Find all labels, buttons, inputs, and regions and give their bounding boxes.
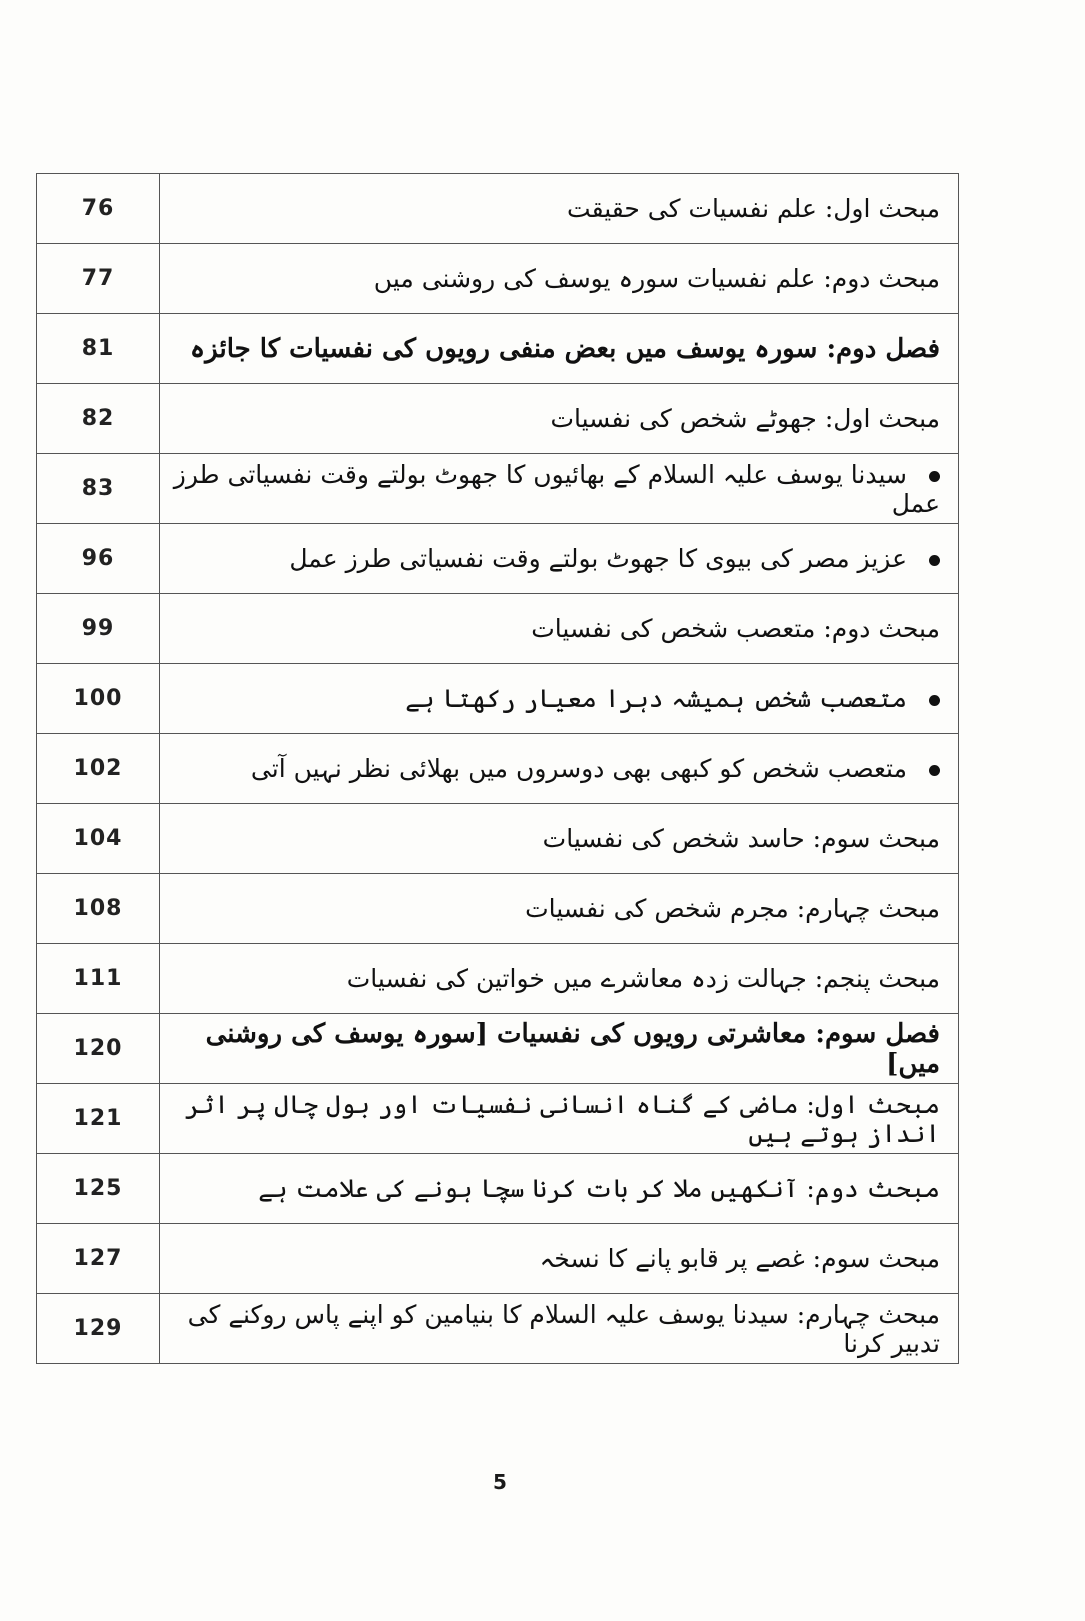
toc-entry-cell (160, 454, 959, 524)
toc-row (37, 1294, 959, 1364)
toc-row (37, 384, 959, 454)
toc-entry-cell (160, 1294, 959, 1364)
toc-page-number: 100 (37, 664, 160, 734)
toc-page-number: 120 (37, 1014, 160, 1084)
toc-entry-cell (160, 1084, 959, 1154)
toc-page-number: 104 (37, 804, 160, 874)
toc-page-number: 102 (37, 734, 160, 804)
bullet-icon (929, 555, 940, 566)
toc-entry-title: متعصب شخص ہمیشہ دہرا معیار رکھتا ہے (405, 684, 907, 713)
toc-row (37, 734, 959, 804)
toc-page-number: 125 (37, 1154, 160, 1224)
toc-page-number: 111 (37, 944, 160, 1014)
toc-row (37, 944, 959, 1014)
toc-entry-title: مبحث دوم: آنکھیں ملا کر بات کرنا سچا ہونے کی علامت ہے (258, 1174, 940, 1203)
toc-entry-cell (160, 664, 959, 734)
toc-page-number: 99 (37, 594, 160, 664)
toc-row (37, 244, 959, 314)
toc-entry-title: فصل دوم: سورہ یوسف میں بعض منفی رویوں کی نفسیات کا جائزہ (189, 333, 940, 364)
toc-entry-cell (160, 594, 959, 664)
toc-row (37, 1014, 959, 1084)
toc-page-number: 127 (37, 1224, 160, 1294)
toc-entry-cell (160, 874, 959, 944)
toc-page-number: 129 (37, 1294, 160, 1364)
table-of-contents (36, 173, 959, 1364)
toc-entry-title: فصل سوم: معاشرتی رویوں کی نفسیات [سورہ یوسف کی روشنی میں] (205, 1018, 940, 1079)
toc-entry-title: مبحث پنجم: جہالت زدہ معاشرے میں خواتین کی نفسیات (346, 964, 940, 993)
toc-entry-title: مبحث اول: جھوٹے شخص کی نفسیات (550, 404, 940, 433)
bullet-icon (929, 695, 940, 706)
toc-page-number: 121 (37, 1084, 160, 1154)
toc-entry-title: متعصب شخص کو کبھی بھی دوسروں میں بھلائی نظر نہیں آتی (250, 754, 907, 783)
toc-entry-title: مبحث اول: ماضی کے گناہ انسانی نفسیات اور بول چال پر اثر انداز ہوتے ہیں (184, 1089, 940, 1148)
toc-row (37, 1224, 959, 1294)
toc-row (37, 174, 959, 244)
toc-page-number: 83 (37, 454, 160, 524)
toc-row (37, 804, 959, 874)
toc-page-number: 96 (37, 524, 160, 594)
page-number: 5 (493, 1470, 507, 1494)
toc-entry-cell (160, 524, 959, 594)
toc-page-number: 108 (37, 874, 160, 944)
toc-entry-cell (160, 1224, 959, 1294)
toc-row (37, 1084, 959, 1154)
toc-row (37, 524, 959, 594)
toc-entry-cell (160, 174, 959, 244)
toc-row (37, 314, 959, 384)
toc-row (37, 664, 959, 734)
toc-entry-title: مبحث سوم: غصے پر قابو پانے کا نسخہ (539, 1244, 940, 1273)
toc-entry-cell (160, 804, 959, 874)
toc-entry-cell (160, 1014, 959, 1084)
toc-entry-cell (160, 314, 959, 384)
toc-entry-title: سیدنا یوسف علیہ السلام کے بھائیوں کا جھوٹ بولتے وقت نفسیاتی طرز عمل (173, 459, 940, 518)
toc-entry-cell (160, 944, 959, 1014)
toc-row (37, 1154, 959, 1224)
toc-entry-title: مبحث چہارم: سیدنا یوسف علیہ السلام کا بنیامین کو اپنے پاس روکنے کی تدبیر کرنا (187, 1299, 940, 1358)
toc-entry-cell (160, 384, 959, 454)
toc-entry-title: عزیز مصر کی بیوی کا جھوٹ بولتے وقت نفسیاتی طرز عمل (289, 544, 907, 573)
toc-page-number: 76 (37, 174, 160, 244)
toc-page-number: 77 (37, 244, 160, 314)
bullet-icon (929, 765, 940, 776)
toc-entry-cell (160, 734, 959, 804)
toc-entry-cell (160, 244, 959, 314)
toc-entry-title: مبحث چہارم: مجرم شخص کی نفسیات (525, 894, 940, 923)
toc-entry-title: مبحث اول: علم نفسیات کی حقیقت (567, 194, 940, 223)
toc-entry-title: مبحث سوم: حاسد شخص کی نفسیات (542, 824, 940, 853)
toc-entry-title: مبحث دوم: علم نفسیات سورہ یوسف کی روشنی میں (373, 264, 940, 293)
toc-row (37, 454, 959, 524)
toc-entry-title: مبحث دوم: متعصب شخص کی نفسیات (531, 614, 940, 643)
toc-row (37, 594, 959, 664)
toc-page-number: 82 (37, 384, 160, 454)
toc-page-number: 81 (37, 314, 160, 384)
toc-entry-cell (160, 1154, 959, 1224)
toc-row (37, 874, 959, 944)
bullet-icon (929, 471, 940, 482)
